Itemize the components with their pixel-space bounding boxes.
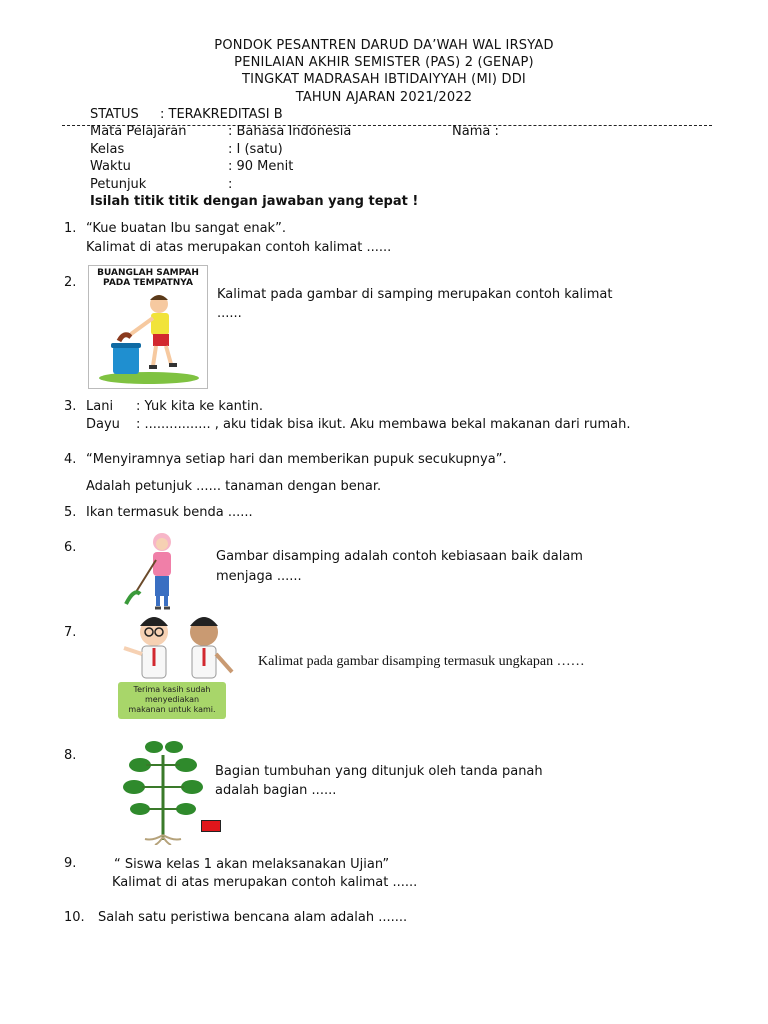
girl-sweeping-icon	[118, 530, 198, 612]
header-line-4: TAHUN AJARAN 2021/2022	[295, 90, 473, 105]
header-line-1: PONDOK PESANTREN DARUD DA’WAH WAL IRSYAD	[214, 38, 554, 53]
q3-number: 3.	[64, 399, 77, 414]
q2-number: 2.	[64, 275, 77, 290]
kelas-value: : I (satu)	[228, 142, 283, 157]
plant-icon	[118, 735, 208, 845]
header-line-3: TINGKAT MADRASAH IBTIDAIYYAH (MI) DDI	[242, 72, 526, 87]
q3-line-2: : ................ , aku tidak bisa ikut. Aku membawa bekal makanan dari rumah.	[136, 417, 631, 432]
q2-line-2: ......	[217, 306, 242, 321]
q4-line-1: “Menyiramnya setiap hari dan memberikan pupuk secukupnya”.	[86, 452, 507, 467]
q1-number: 1.	[64, 221, 77, 236]
q2-line-1: Kalimat pada gambar di samping merupakan contoh kalimat	[217, 287, 613, 302]
q9-line-1: “ Siswa kelas 1 akan melaksanakan Ujian”	[114, 857, 390, 872]
q7-speech-bubble	[118, 682, 226, 719]
nama-label: Nama :	[452, 124, 499, 139]
mapel-value: : Bahasa Indonesia	[228, 124, 352, 139]
q10-line-1: Salah satu peristiwa bencana alam adalah .......	[98, 910, 408, 925]
status-label: STATUS	[90, 107, 139, 122]
red-arrow-marker	[201, 820, 221, 832]
q8-line-1: Bagian tumbuhan yang ditunjuk oleh tanda panah	[215, 764, 543, 779]
q1-line-1: “Kue buatan Ibu sangat enak”.	[86, 221, 286, 236]
two-students-icon	[114, 612, 234, 682]
petunjuk-value: :	[228, 177, 233, 192]
q6-number: 6.	[64, 540, 77, 555]
q5-line-1: Ikan termasuk benda ......	[86, 505, 253, 520]
q7-bubble-line-3: makanan untuk kami.	[128, 705, 216, 714]
kelas-label: Kelas	[90, 142, 125, 157]
q1-line-2: Kalimat di atas merupakan contoh kalimat ......	[86, 240, 392, 255]
q7-bubble-line-1: Terima kasih sudah	[133, 685, 211, 694]
status-value: : TERAKREDITASI B	[160, 107, 283, 122]
mapel-label: Mata Pelajaran	[90, 124, 187, 139]
q6-line-1: Gambar disamping adalah contoh kebiasaan baik dalam	[216, 549, 583, 564]
waktu-value: : 90 Menit	[228, 159, 294, 174]
q9-number: 9.	[64, 856, 77, 871]
q6-line-2: menjaga ......	[216, 569, 302, 584]
q3-speaker-2: Dayu	[86, 417, 120, 432]
q4-number: 4.	[64, 452, 77, 467]
q7-number: 7.	[64, 625, 77, 640]
q10-number: 10.	[64, 910, 85, 925]
waktu-label: Waktu	[90, 159, 131, 174]
q9-line-2: Kalimat di atas merupakan contoh kalimat ......	[112, 875, 418, 890]
header-line-2: PENILAIAN AKHIR SEMISTER (PAS) 2 (GENAP)	[234, 55, 534, 70]
q2-illustration	[88, 265, 208, 389]
q2-image-text-2: PADA TEMPATNYA	[103, 278, 193, 288]
q7-bubble-line-2: menyediakan	[144, 695, 200, 704]
q8-number: 8.	[64, 748, 77, 763]
q4-line-2: Adalah petunjuk ...... tanaman dengan benar.	[86, 479, 382, 494]
instruction-text: Isilah titik titik dengan jawaban yang tepat !	[90, 194, 419, 209]
q3-speaker-1: Lani	[86, 399, 114, 414]
q5-number: 5.	[64, 505, 77, 520]
q7-line-1: Kalimat pada gambar disamping termasuk ungkapan ……	[258, 654, 585, 669]
boy-throwing-trash-icon	[89, 266, 207, 388]
q3-line-1: : Yuk kita ke kantin.	[136, 399, 263, 414]
petunjuk-label: Petunjuk	[90, 177, 147, 192]
q8-line-2: adalah bagian ......	[215, 783, 337, 798]
q2-image-text-1: BUANGLAH SAMPAH	[97, 268, 199, 278]
